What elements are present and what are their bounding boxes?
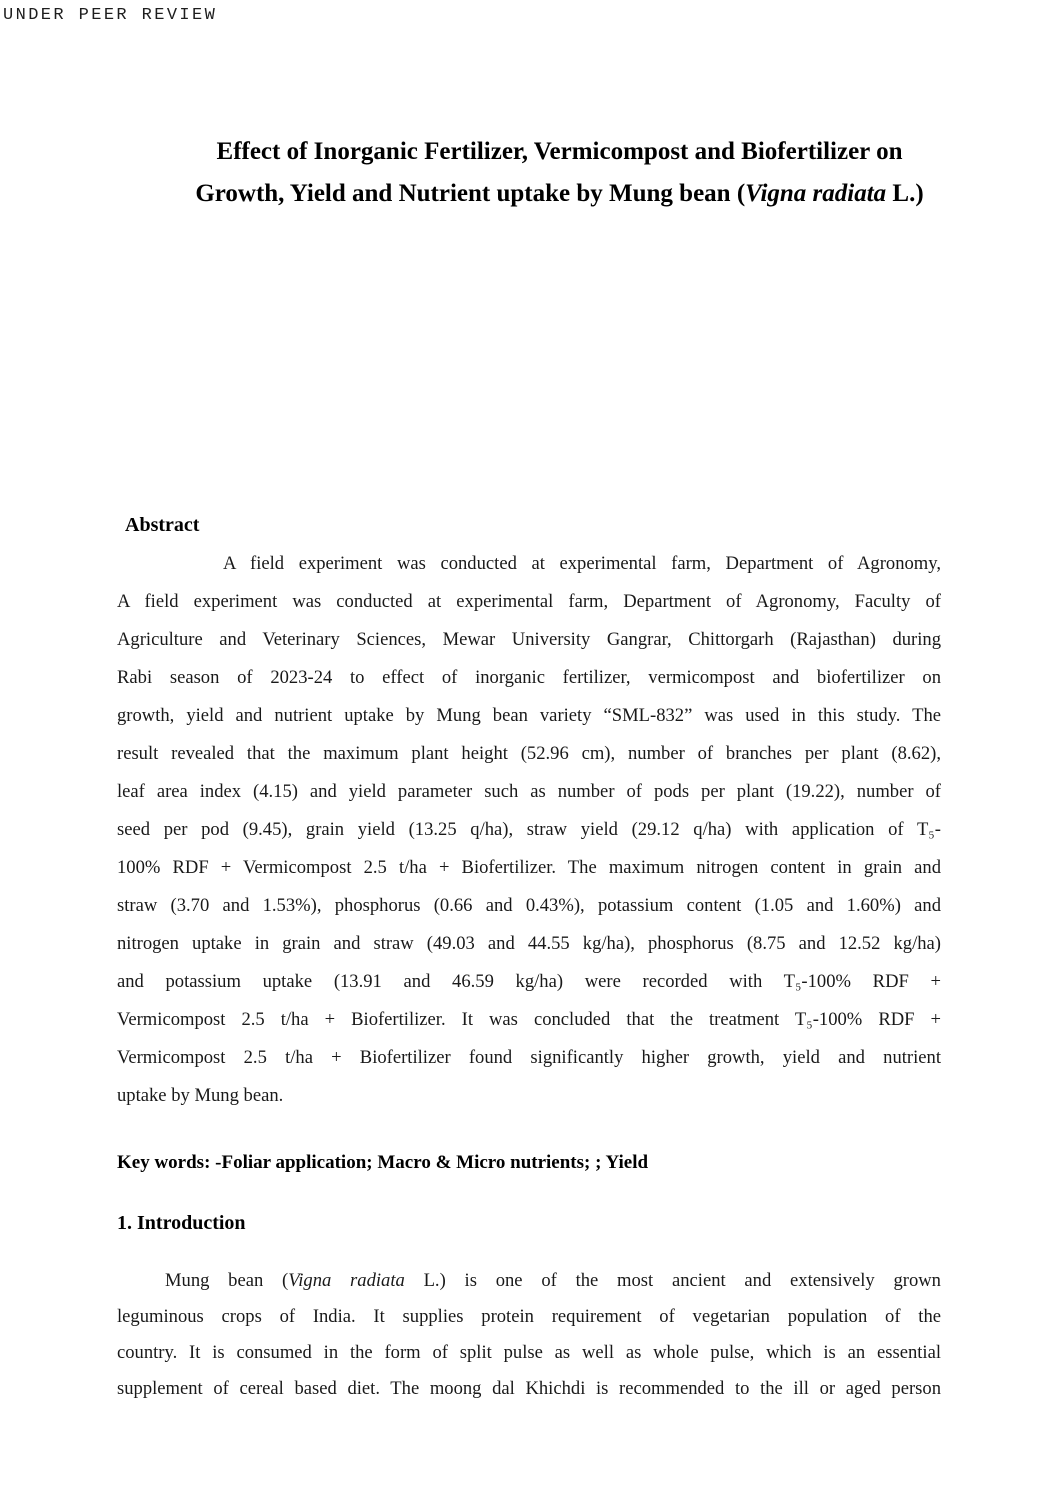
abstract-line: seed per pod (9.45), grain yield (13.25 q/ha), straw yield (29.12 q/ha) with application of T₅-: [117, 818, 941, 840]
introduction-line: leguminous crops of India. It supplies protein requirement of vegetarian population of the: [117, 1305, 941, 1327]
page-content: [117, 511, 941, 1407]
abstract-line: straw (3.70 and 1.53%), phosphorus (0.66 and 0.43%), potassium content (1.05 and 1.60%) and: [117, 894, 941, 916]
introduction-line: country. It is consumed in the form of split pulse as well as whole pulse, which is an essential: [117, 1341, 941, 1363]
abstract-line: and potassium uptake (13.91 and 46.59 kg/ha) were recorded with T₅-100% RDF +: [117, 970, 941, 992]
peer-review-watermark: UNDER PEER REVIEW: [3, 6, 218, 25]
keywords-line: Key words: -Foliar application; Macro & Micro nutrients; ; Yield: [117, 1151, 649, 1173]
species-name-italic: Vigna radiata: [745, 179, 887, 207]
paper-title-line-2-post: L.): [886, 179, 924, 207]
abstract-line: 100% RDF + Vermicompost 2.5 t/ha + Biofertilizer. The maximum nitrogen content in grain and: [117, 856, 941, 878]
species-name-italic: Vigna radiata: [288, 1269, 405, 1291]
introduction-paragraph: [117, 1263, 941, 1407]
introduction-line-1-post: L.) is one of the most ancient and extensively grown: [404, 1269, 941, 1291]
introduction-line: [117, 1263, 941, 1299]
introduction-heading: 1. Introduction: [117, 1211, 246, 1234]
abstract-line: Vermicompost 2.5 t/ha + Biofertilizer found significantly higher growth, yield and nutrient: [117, 1046, 941, 1068]
abstract-line: Rabi season of 2023-24 to effect of inorganic fertilizer, vermicompost and biofertilizer on: [117, 666, 941, 688]
paper-title-line-1: Effect of Inorganic Fertilizer, Vermicompost and Biofertilizer on: [216, 137, 903, 165]
abstract-heading: Abstract: [125, 513, 200, 536]
abstract-line: Agriculture and Veterinary Sciences, Mewar University Gangrar, Chittorgarh (Rajasthan) during: [117, 628, 941, 650]
abstract-line: growth, yield and nutrient uptake by Mung bean variety “SML-832” was used in this study. The: [117, 704, 941, 726]
abstract-line: leaf area index (4.15) and yield parameter such as number of pods per plant (19.22), number of: [117, 780, 941, 802]
paper-title-line-2-pre: Growth, Yield and Nutrient uptake by Mung bean (: [195, 179, 746, 207]
abstract-line: result revealed that the maximum plant height (52.96 cm), number of branches per plant (8.62),: [117, 742, 941, 764]
abstract-line: A field experiment was conducted at experimental farm, Department of Agronomy,: [223, 552, 941, 574]
paper-title-line-2: [60, 173, 1059, 215]
abstract-line: Vermicompost 2.5 t/ha + Biofertilizer. It was concluded that the treatment T₅-100% RDF +: [117, 1008, 941, 1030]
abstract-line: uptake by Mung bean.: [117, 1084, 284, 1106]
abstract-line: A field experiment was conducted at experimental farm, Department of Agronomy, Faculty of: [117, 590, 941, 612]
abstract-paragraph: [117, 545, 941, 1115]
introduction-line-1-pre: Mung bean (: [165, 1269, 289, 1291]
abstract-line: nitrogen uptake in grain and straw (49.03 and 44.55 kg/ha), phosphorus (8.75 and 12.52 kg/ha): [117, 932, 941, 954]
paper-title: [0, 17, 1059, 215]
introduction-line: supplement of cereal based diet. The moong dal Khichdi is recommended to the ill or aged person: [117, 1377, 941, 1399]
